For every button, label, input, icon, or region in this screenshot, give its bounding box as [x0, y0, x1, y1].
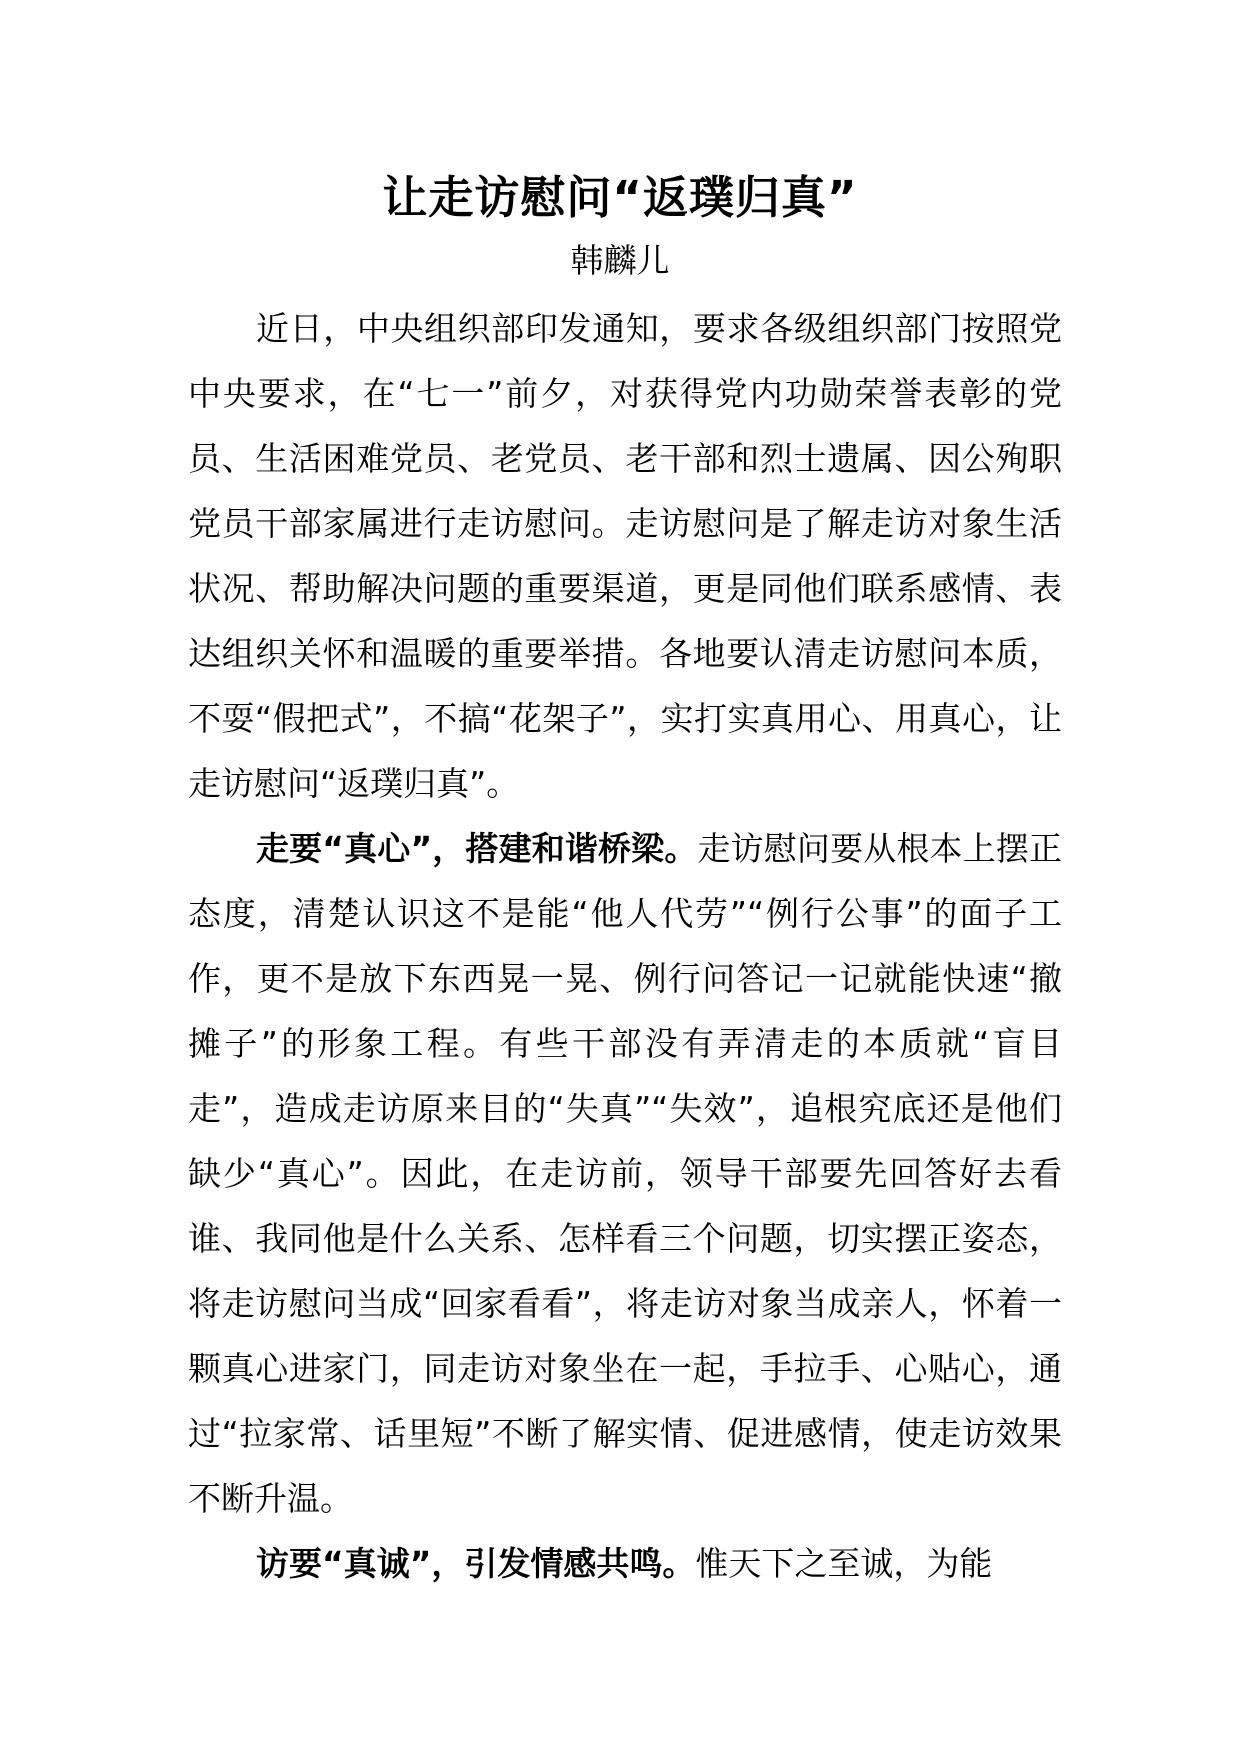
article-body: [188, 296, 1062, 1596]
paragraph-walk-sincerely: [188, 816, 1062, 1531]
paragraph-visit-sincerity-text: 惟天下之至诚，为能: [695, 1544, 993, 1583]
paragraph-visit-sincerity: [188, 1531, 1062, 1596]
paragraph-visit-sincerity-heading: 访要“真诚”，引发情感共鸣。: [256, 1544, 696, 1583]
paragraph-walk-sincerely-heading: 走要“真心”，搭建和谐桥梁。: [256, 829, 698, 868]
paragraph-intro-text: 近日，中央组织部印发通知，要求各级组织部门按照党中央要求，在“七一”前夕，对获得党内功勋荣誉表彰的党员、生活困难党员、老党员、老干部和烈士遗属、因公殉职党员干部家属进行走访慰问。走访慰问是了解走访对象生活状况、帮助解决问题的重要渠道，更是同他们联系感情、表达组织关怀和温暖的重要举措。各地要认清走访慰问本质，不耍“假把式”，不搞“花架子”，实打实真用心、用真心，让走访慰问“返璞归真”。: [188, 309, 1062, 803]
document-title: 让走访慰问“返璞归真”: [382, 171, 858, 224]
author-name: 韩麟儿: [570, 241, 670, 280]
paragraph-intro: [188, 296, 1062, 816]
paragraph-walk-sincerely-text: 走访慰问要从根本上摆正态度，清楚认识这不是能“他人代劳”“例行公事”的面子工作，更不是放下东西晃一晃、例行问答记一记就能快速“撤摊子”的形象工程。有些干部没有弄清走的本质就“盲目走”，造成走访原来目的“失真”“失效”，追根究底还是他们缺少“真心”。因此，在走访前，领导干部要先回答好去看谁、我同他是什么关系、怎样看三个问题，切实摆正姿态，将走访慰问当成“回家看看”，将走访对象当成亲人，怀着一颗真心进家门，同走访对象坐在一起，手拉手、心贴心，通过“拉家常、话里短”不断了解实情、促进感情，使走访效果不断升温。: [188, 829, 1062, 1518]
